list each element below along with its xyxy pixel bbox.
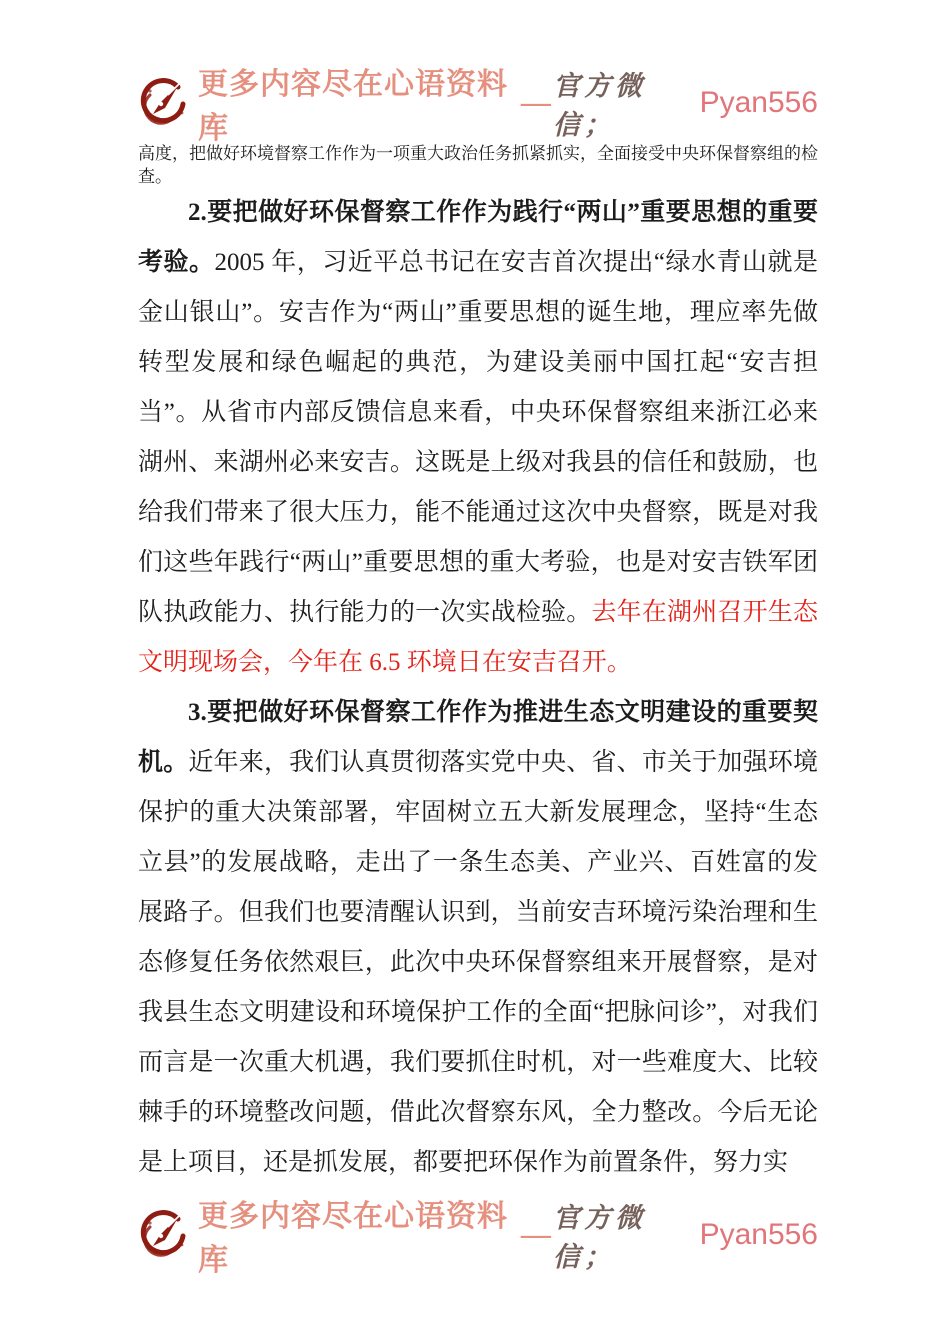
- footer-watermark: [138, 1200, 818, 1277]
- header-watermark: [138, 68, 818, 145]
- section-3-heading: 3.要把做好环保督察工作作为推进生态文明建设的重要契机。: [138, 699, 818, 776]
- paragraph-section-3: [138, 688, 818, 1188]
- document-body: [138, 142, 818, 1188]
- watermark-text: 更多内容尽在心语资料库: [198, 68, 508, 145]
- pen-nib-circle-logo-icon: [138, 77, 190, 129]
- section-3-body-text: 近年来，我们认真贯彻落实党中央、省、市关于加强环境保护的重大决策部署，牢固树立五大新发展理念，坚持“生态立县”的发展战略，走出了一条生态美、产业兴、百姓富的发展路子。但我们也要清醒认识到，当前安吉环境污染治理和生态修复任务依然艰巨，此次中央环保督察组来开展督察，是对我县生态文明建设和环境保护工作的全面“把脉问诊”，对我们而言是一次重大机遇，我们要抓住时机，对一些难度大、比较棘手的环境整改问题，借此次督察东风，全力整改。今后无论是上项目，还是抓发展，都要把环保作为前置条件，努力实: [138, 749, 818, 1176]
- watermark-wechat-account: Pyan556: [699, 1218, 818, 1251]
- section-2-red-highlight: 去年在湖州召开生态文明现场会，今年在 6.5 环境日在安吉召开。: [138, 599, 818, 676]
- watermark-dash: —: [520, 86, 551, 119]
- watermark-dash: —: [520, 1218, 551, 1251]
- watermark-wechat-label: 官方微信；: [552, 71, 646, 141]
- pen-nib-circle-logo-icon: [138, 1209, 190, 1261]
- paragraph-section-2: [138, 188, 818, 688]
- section-2-heading: 2.要把做好环保督察工作作为践行“两山”重要思想的重要考验。: [138, 199, 818, 276]
- watermark-wechat-label: 官方微信；: [552, 1203, 646, 1273]
- watermark-wechat-account: Pyan556: [699, 86, 818, 119]
- watermark-text: 更多内容尽在心语资料库: [198, 1200, 508, 1277]
- paragraph-continuation: 高度，把做好环境督察工作作为一项重大政治任务抓紧抓实，全面接受中央环保督察组的检查。: [138, 144, 818, 186]
- section-2-body-text: 2005 年，习近平总书记在安吉首次提出“绿水青山就是金山银山”。安吉作为“两山”重要思想的诞生地，理应率先做转型发展和绿色崛起的典范，为建设美丽中国扛起“安吉担当”。从省市内部反馈信息来看，中央环保督察组来浙江必来湖州、来湖州必来安吉。这既是上级对我县的信任和鼓励，也给我们带来了很大压力，能不能通过这次中央督察，既是对我们这些年践行“两山”重要思想的重大考验，也是对安吉铁军团队执政能力、执行能力的一次实战检验。: [138, 249, 818, 626]
